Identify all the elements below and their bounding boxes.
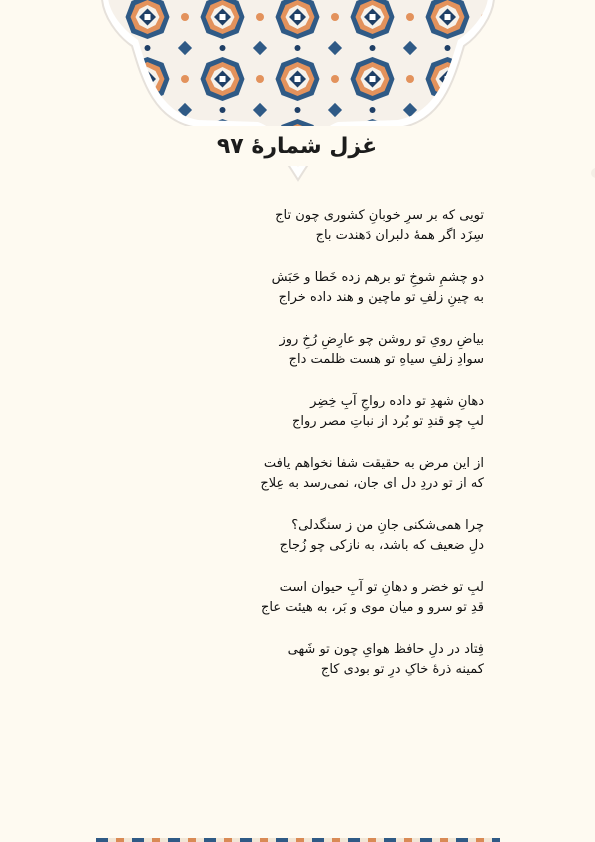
couplet xyxy=(112,268,484,330)
couplet xyxy=(112,640,484,702)
hemistich-second: به چینِ زلفِ تو ماچین و هند داده خراج xyxy=(278,290,484,305)
couplet xyxy=(112,206,484,268)
bottom-tile-strip xyxy=(96,838,500,842)
hemistich-second: دلِ ضعیف که باشد، به نازکی چو زُجاج xyxy=(279,538,484,553)
hemistich-first: تویی که بر سرِ خوبانِ کشوری چون تاج xyxy=(275,208,484,223)
hemistich-first: چرا همی‌شکنی جانِ من ز سنگدلی؟ xyxy=(291,518,484,533)
hemistich-second: قدِ تو سرو و میان موی و بَر، به هیئت عاج xyxy=(261,600,484,615)
title-box xyxy=(112,126,482,166)
hemistich-second: که از تو دردِ دل ای جان، نمی‌رسد به عِلاج xyxy=(260,476,484,491)
couplet xyxy=(112,454,484,516)
hemistich-first: لبِ تو خضر و دهانِ تو آبِ حیوان است xyxy=(279,580,484,595)
couplet xyxy=(112,392,484,454)
hemistich-first: فِتاد در دلِ حافظ هوایِ چون تو شَهی xyxy=(287,642,484,657)
hemistich-first: از این مرض به حقیقت شفا نخواهم یافت xyxy=(263,456,484,471)
hemistich-first: بیاضِ رویِ تو روشن چو عارِضِ رُخِ روز xyxy=(279,332,484,347)
poem-title: غزل شمارهٔ ۹۷ xyxy=(216,133,378,159)
couplet xyxy=(112,516,484,578)
hemistich-first: دهانِ شهدِ تو داده رواجِ آبِ خِضِر xyxy=(310,394,484,409)
hemistich-second: کمینه ذرهٔ خاکِ درِ تو بودی کاج xyxy=(320,662,484,677)
couplet xyxy=(112,330,484,392)
poem-body xyxy=(112,206,484,702)
hemistich-second: سِزَد اگر همهٔ دلبران دَهندت باج xyxy=(315,228,484,243)
couplet xyxy=(112,578,484,640)
hemistich-first: دو چشمِ شوخِ تو برهم زده خَطا و حَبَش xyxy=(271,270,484,285)
hemistich-second: سوادِ زلفِ سیاهِ تو هست ظلمت داج xyxy=(288,352,484,367)
hemistich-second: لبِ چو قندِ تو بُرد از نباتِ مصر رواج xyxy=(291,414,484,429)
page-edge-notch xyxy=(591,168,595,178)
